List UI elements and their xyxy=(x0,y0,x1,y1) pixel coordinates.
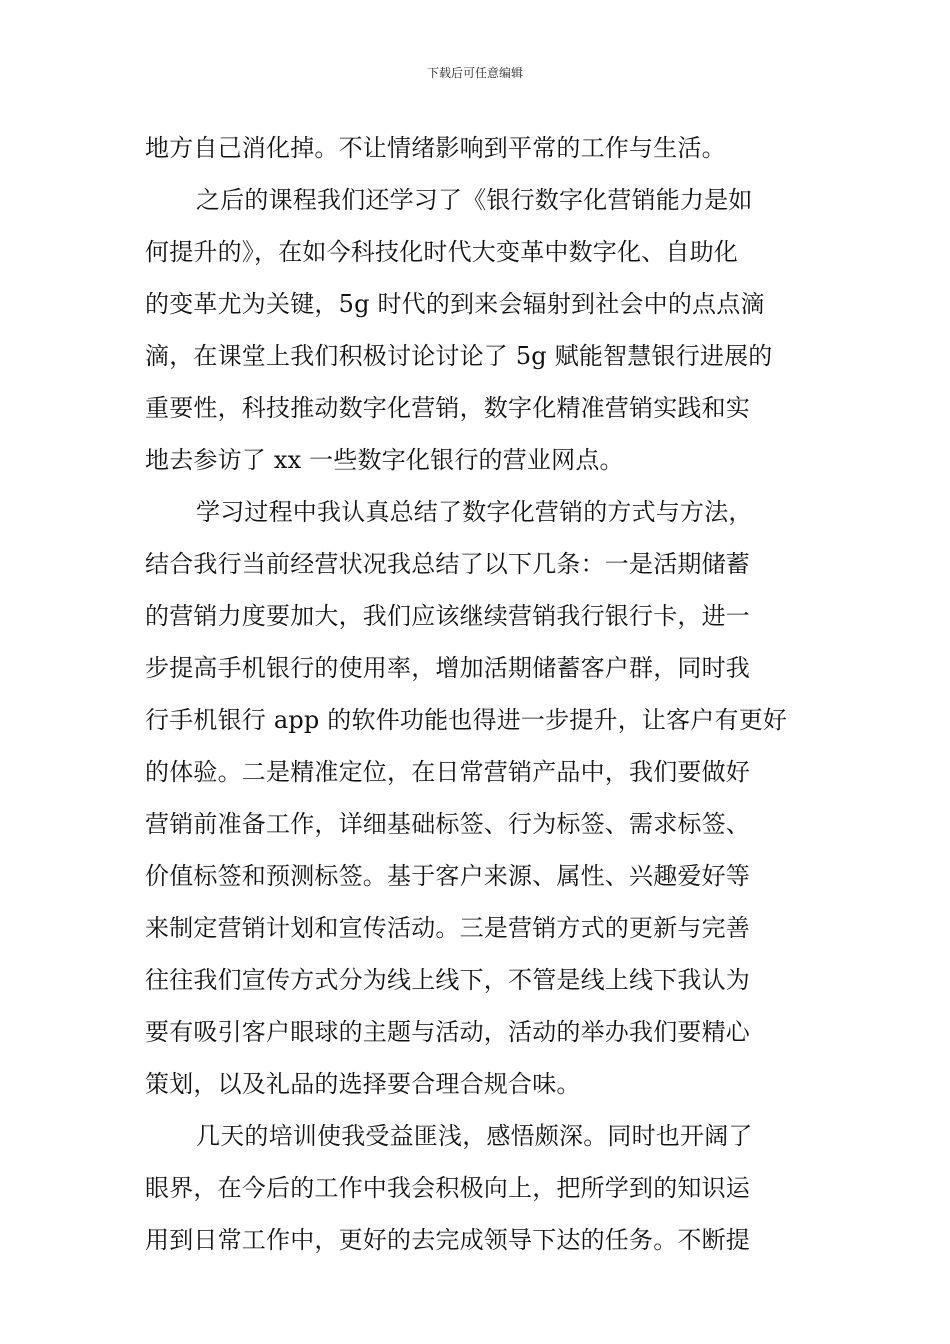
text-line: 之后的课程我们还学习了《银行数字化营销能力是如 xyxy=(196,186,753,214)
text-line: 地去参访了 xx 一些数字化银行的营业网点。 xyxy=(145,446,624,474)
text-line: 地方自己消化掉。不让情绪影响到平常的工作与生活。 xyxy=(145,134,726,162)
text-line: 要有吸引客户眼球的主题与活动，活动的举办我们要精心 xyxy=(145,1018,750,1046)
text-line: 重要性，科技推动数字化营销，数字化精准营销实践和实 xyxy=(145,394,750,422)
text-line: 营销前准备工作，详细基础标签、行为标签、需求标签、 xyxy=(145,810,750,838)
text-line: 往往我们宣传方式分为线上线下，不管是线上线下我认为 xyxy=(145,966,750,994)
text-line: 何提升的》，在如今科技化时代大变革中数字化、自助化 xyxy=(145,238,738,266)
text-line: 的体验。二是精准定位，在日常营销产品中，我们要做好 xyxy=(145,758,750,786)
text-line: 策划，以及礼品的选择要合理合规合味。 xyxy=(145,1070,581,1098)
text-line: 结合我行当前经营状况我总结了以下几条：一是活期储蓄 xyxy=(145,550,750,578)
text-line: 滴，在课堂上我们积极讨论讨论了 5g 赋能智慧银行进展的 xyxy=(145,342,773,370)
text-line: 价值标签和预测标签。基于客户来源、属性、兴趣爱好等 xyxy=(145,862,750,890)
text-line: 的营销力度要加大，我们应该继续营销我行银行卡，进一 xyxy=(145,602,750,630)
text-line: 眼界，在今后的工作中我会积极向上，把所学到的知识运 xyxy=(145,1174,750,1202)
text-line: 几天的培训使我受益匪浅，感悟颇深。同时也开阔了 xyxy=(196,1122,753,1150)
document-body xyxy=(145,122,810,1266)
text-line: 的变革尤为关键，5g 时代的到来会辐射到社会中的点点滴 xyxy=(145,290,765,318)
text-line: 学习过程中我认真总结了数字化营销的方式与方法， xyxy=(196,498,753,526)
text-line: 行手机银行 app 的软件功能也得进一步提升，让客户有更好 xyxy=(145,706,788,734)
text-line: 步提高手机银行的使用率，增加活期储蓄客户群，同时我 xyxy=(145,654,750,682)
text-line: 用到日常工作中，更好的去完成领导下达的任务。不断提 xyxy=(145,1226,750,1254)
page-header: 下载后可任意编辑 xyxy=(426,66,523,80)
text-line: 来制定营销计划和宣传活动。三是营销方式的更新与完善 xyxy=(145,914,750,942)
